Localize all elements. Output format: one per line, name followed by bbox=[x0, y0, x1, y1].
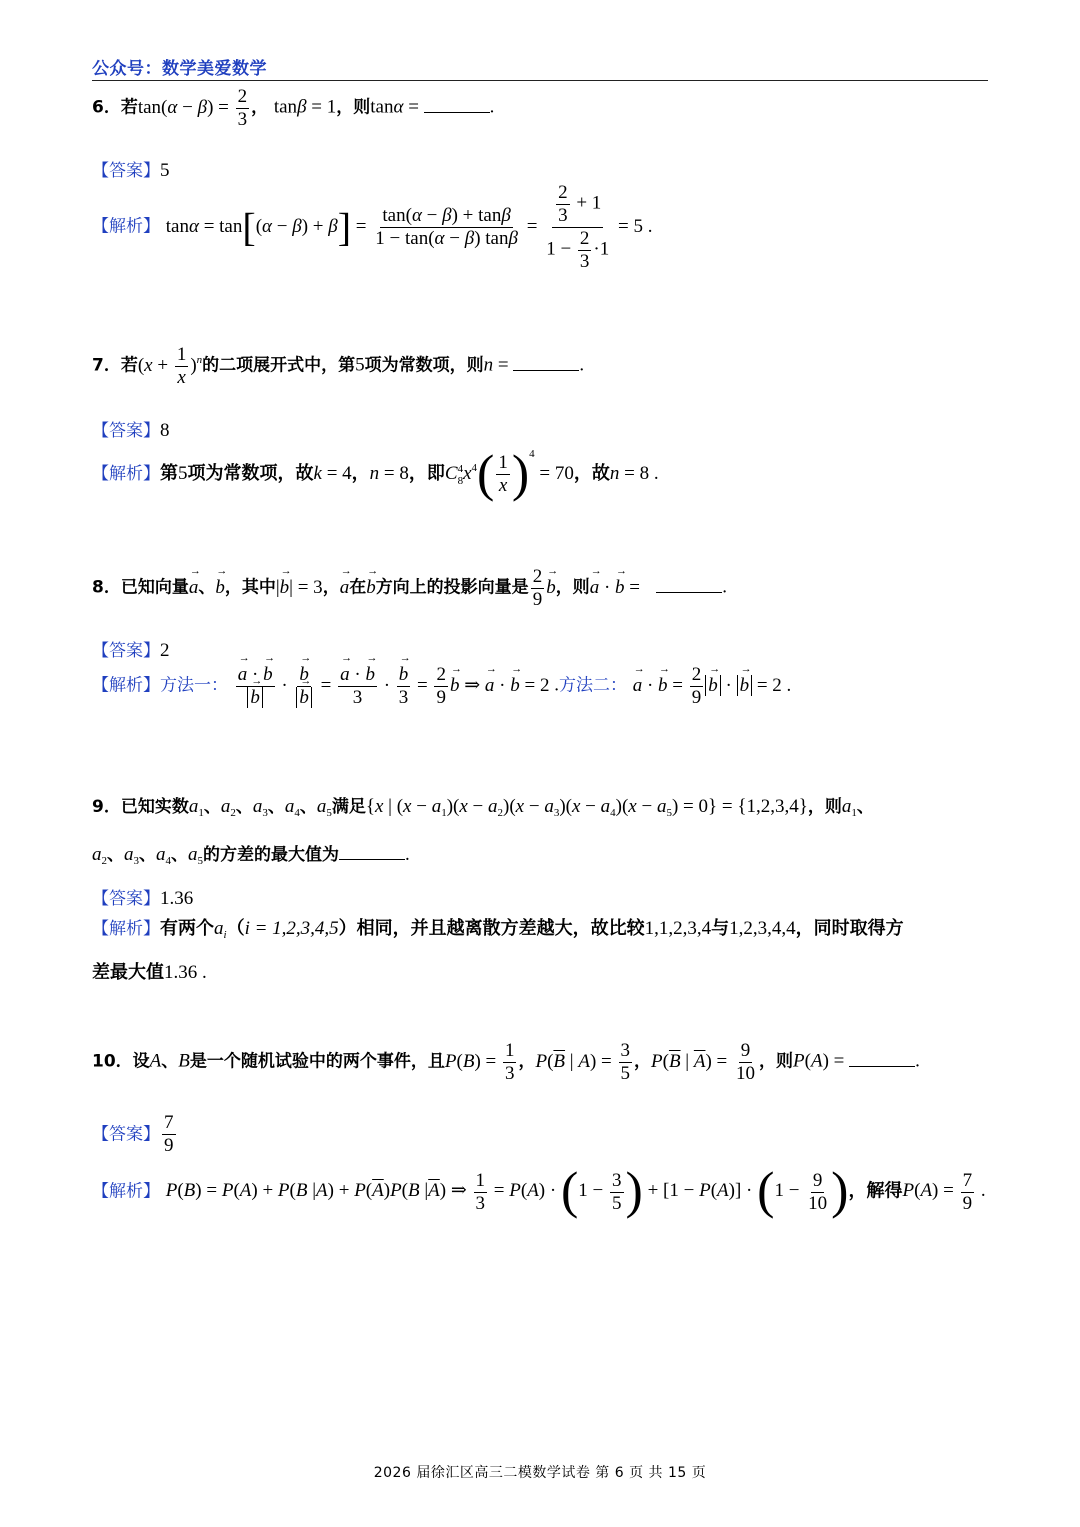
answer-blank bbox=[849, 1052, 915, 1067]
answer-label: 【答案】 bbox=[92, 889, 160, 909]
header-title: 公众号：数学美爱数学 bbox=[92, 59, 267, 79]
page-footer: 2026 届徐汇区高三二模数学试卷 第 6 页 共 15 页 bbox=[373, 1465, 707, 1481]
answer-8 bbox=[92, 636, 170, 662]
answer-9 bbox=[92, 884, 193, 910]
answer-blank bbox=[424, 98, 490, 113]
answer-10 bbox=[92, 1112, 178, 1157]
formula: tan(α − β) = $\frac{2}{3}$ bbox=[137, 86, 248, 130]
answer-label: 【答案】 bbox=[92, 161, 160, 181]
answer-blank bbox=[513, 356, 579, 371]
answer-blank bbox=[656, 578, 722, 593]
question-8: 8．已知向量→ a、→ b，其中|→ b| = 3，→ a在→ b方向上的投影向量是 $\frac{2}{9}$ → b，则→ a · → b = . bbox=[92, 566, 727, 611]
analysis-label: 【解析】 bbox=[92, 1181, 160, 1202]
formula: $P(\overline{B}$ | $\overline{A}$) = $\frac{9}{10}$ bbox=[651, 1040, 756, 1084]
formula: C 4 8 $x^4$( $\frac{1}{x}$ )$^4$ = 70 bbox=[444, 445, 574, 503]
analysis-7: 【解析】第5项为常数项，故k = 4，n = 8，即C 4 8 $x^4$( $\frac{1}{x}$ )$^4$ = 70，故n = 8 . bbox=[92, 445, 659, 503]
answer-blank bbox=[339, 845, 405, 860]
answer-label: 【答案】 bbox=[92, 641, 160, 661]
answer-label: 【答案】 bbox=[92, 421, 160, 441]
question-6: 6．若tan(α − β) = $\frac{2}{3}$ ， tanβ = 1，则tanα = . bbox=[92, 86, 495, 130]
answer-value: 5 bbox=[160, 160, 170, 181]
page-header bbox=[92, 54, 988, 81]
analysis-label: 【解析】 bbox=[92, 675, 160, 696]
question-7: 7．若(x + $\frac{1}{x}$ )$^n$的二项展开式中，第5项为常数项，则n = . bbox=[92, 344, 585, 388]
formula: $P(\overline{B}$ | A) = $\frac{3}{5}$ bbox=[535, 1040, 630, 1084]
formula: → a · → b → b · → b → b = → $\frac{a \cdot \to b}{3}$ · → $\frac{b}{3}$ = $\frac{2}{9}$ → b ⇒ → a · → b = 2 bbox=[234, 675, 554, 696]
answer-value: $\frac{7}{9}$ bbox=[164, 1112, 174, 1156]
question-number: 9． bbox=[92, 797, 121, 817]
question-9-line2: $a_2$、$a_3$、$a_4$、$a_5$的方差的最大值为 . bbox=[92, 844, 410, 867]
analysis-6 bbox=[92, 182, 652, 272]
analysis-9-line2: 差最大值1.36 . bbox=[92, 962, 207, 983]
answer-label: 【答案】 bbox=[92, 1124, 160, 1145]
analysis-label: 【解析】 bbox=[92, 216, 160, 237]
question-number: 7． bbox=[92, 355, 121, 376]
answer-value: 2 bbox=[160, 640, 170, 661]
question-number: 8． bbox=[92, 577, 121, 598]
formula: tanα = tan[(α − β) + β] = $\frac{\tan(\alpha - \beta) + \tan\beta}{1 - \tan(\alpha - \beta) \tan\beta}$ = $\frac{2}{3}$ + 1 1 − $\frac{2}{3}$ ·1 = 5 . bbox=[165, 182, 653, 272]
analysis-8: 【解析】方法一： → a · → b → b · → b → b = → $\frac{a \cdot \to b}{3}$ · → $\frac{b}{3}$ = $\frac{2}{9}$ → b ⇒ → a · → b = 2 .方法二： → a · → b = $\frac{2}{9}$ → b · → b = 2 . bbox=[92, 664, 791, 709]
formula: (x + $\frac{1}{x}$ )$^n$ bbox=[137, 344, 203, 388]
formula: {x | $(x - a_1)(x - a_2)(x - a_3)(x - a_4)(x - a_5) = 0\} = \{1,2,3,4\}$ bbox=[365, 796, 808, 819]
answer-value: 8 bbox=[160, 420, 170, 441]
analysis-label: 【解析】 bbox=[92, 464, 160, 484]
analysis-10: 【解析】 P(B) = P(A) + P(B $|A) + P(\overline{A})P(B$ $|\overline{A}$) ⇒ $\frac{1}{3}$ = P(A) · (1 − $\frac{3}{5}$ ) + [1 − P(A)] · (1 − $\frac{9}{10}$ )，解得P(A) = $\frac{7}{9}$ . bbox=[92, 1163, 986, 1220]
answer-value: 1.36 bbox=[160, 888, 194, 909]
formula: → a · → b = $\frac{2}{9}$ → b · → b = 2 . bbox=[633, 675, 792, 696]
question-10: 10．设A、B是一个随机试验中的两个事件，且P(B) = $\frac{1}{3}$ ，$P(\overline{B}$ | A) = $\frac{3}{5}$ ，$P(\overline{B}$ | $\overline{A}$) = $\frac{9}{10}$ ，则P(A) = . bbox=[92, 1040, 920, 1084]
question-number: 10． bbox=[92, 1051, 133, 1072]
analysis-label: 【解析】 bbox=[92, 919, 160, 939]
formula: P(B) = P(A) + P(B $|A) + P(\overline{A})P(B$ $|\overline{A}$) ⇒ $\frac{1}{3}$ = P(A) · (1 − $\frac{3}{5}$ ) + [1 − P(A)] · (1 − $\frac{9}{10}$ ) bbox=[165, 1163, 849, 1220]
formula: P(B) = $\frac{1}{3}$ bbox=[444, 1040, 515, 1084]
question-9: 9．已知实数$a_1$、$a_2$、$a_3$、$a_4$、$a_5$满足{x | $(x - a_1)(x - a_2)(x - a_3)(x - a_4)(x - a_5) = 0\} = \{1,2,3,4\}$，则$a_1$、 bbox=[92, 796, 874, 819]
answer-6 bbox=[92, 156, 170, 182]
question-number: 6． bbox=[92, 97, 121, 118]
answer-7 bbox=[92, 416, 170, 442]
analysis-9: 【解析】有两个$a_i(i = 1,2,3,4,5)$相同，并且越离散方差越大，故比较1,1,2,3,4与1,2,3,4,4，同时取得方 bbox=[92, 918, 904, 941]
